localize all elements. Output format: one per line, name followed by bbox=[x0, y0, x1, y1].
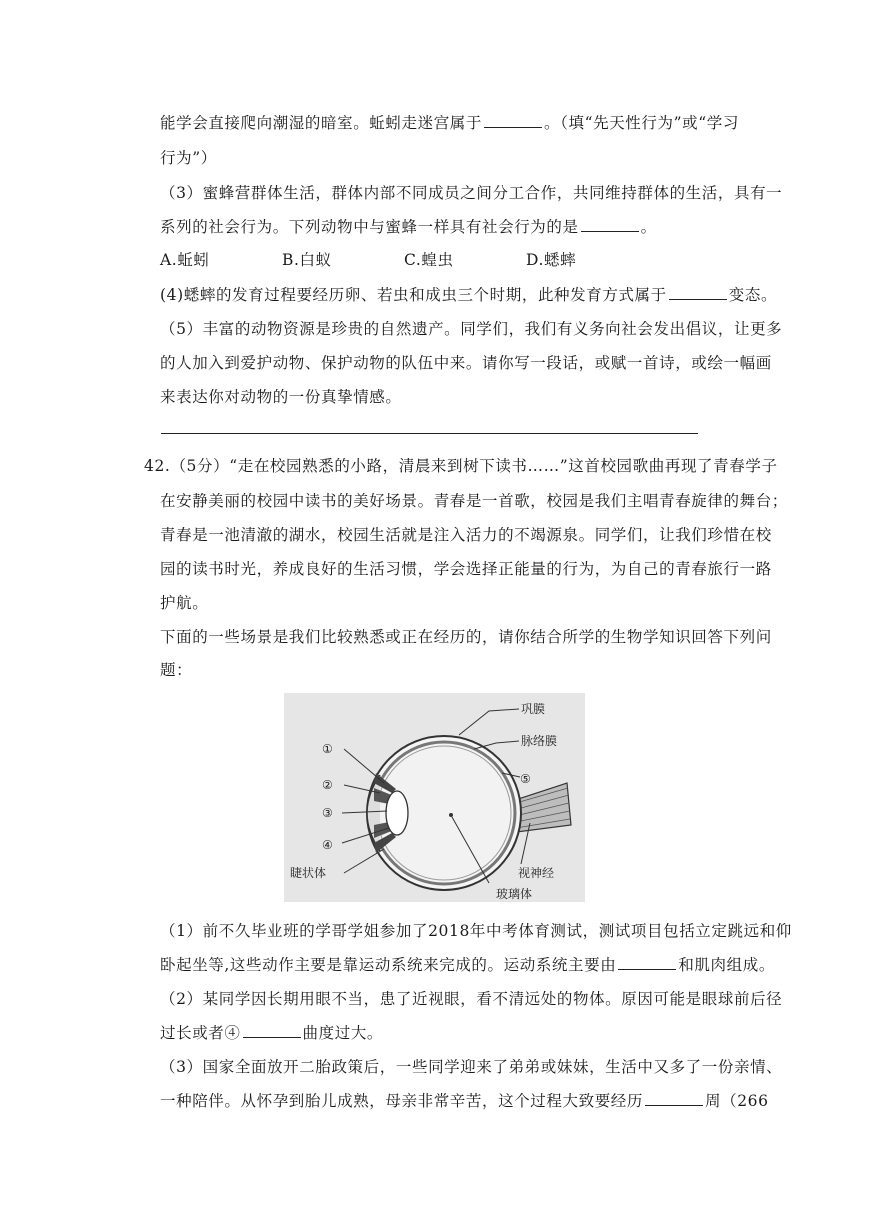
label-4: ④ bbox=[322, 838, 333, 852]
answer-blank[interactable] bbox=[243, 1023, 301, 1038]
q42-line4: 园的读书时光，养成良好的生活习惯，学会选择正能量的行为，为自己的青春旅行一路 bbox=[160, 560, 772, 578]
q42-p1-line1: （1）前不久毕业班的学哥学姐参加了2018年中考体育测试，测试项目包括立定跳远和仰 bbox=[160, 922, 792, 940]
q42-intro2: 题： bbox=[160, 661, 193, 679]
option-c[interactable]: C.蝗虫 bbox=[404, 251, 454, 269]
q41-p5-line2: 的人加入到爱护动物、保护动物的队伍中来。请你写一段话，或赋一首诗，或绘一幅画 bbox=[160, 354, 772, 372]
q41-line1: 能学会直接爬向潮湿的暗室。蚯蚓走迷宫属于 。（填“先天性行为”或“学习 bbox=[160, 114, 739, 132]
q42-line2: 在安静美丽的校园中读书的美好场景。青春是一首歌，校园是我们主唱青春旋律的舞台； bbox=[160, 492, 788, 510]
lens-shape bbox=[386, 791, 408, 835]
leader-1 bbox=[344, 749, 384, 783]
label-optic-nerve: 视神经 bbox=[518, 866, 555, 880]
q41-options bbox=[160, 250, 648, 270]
label-choroid: 脉络膜 bbox=[521, 734, 558, 748]
q42-line3: 青春是一池清澈的湖水，校园生活就是注入活力的不竭源泉。同学们，让我们珍惜在校 bbox=[160, 526, 772, 544]
option-b[interactable]: B.白蚁 bbox=[282, 251, 332, 269]
label-sclera: 巩膜 bbox=[521, 702, 546, 716]
q41-p5-line3: 来表达你对动物的一份真挚情感。 bbox=[160, 388, 402, 406]
cornea-shape bbox=[367, 775, 380, 851]
label-ciliary: 睫状体 bbox=[290, 866, 327, 880]
label-1: ① bbox=[322, 742, 333, 756]
q41-p5-line1: （5）丰富的动物资源是珍贵的自然遗产。同学们，我们有义务向社会发出倡议，让更多 bbox=[160, 320, 783, 338]
eye-diagram bbox=[284, 693, 585, 902]
q42-p2-line2: 过长或者④ 曲度过大。 bbox=[160, 1024, 384, 1042]
q42-line5: 护航。 bbox=[160, 594, 209, 612]
option-d[interactable]: D.蟋蟀 bbox=[526, 251, 577, 269]
answer-blank[interactable] bbox=[618, 955, 676, 970]
label-3: ③ bbox=[322, 806, 333, 820]
q42-line1: 42.（5分）“走在校园熟悉的小路，清晨来到树下读书……”这首校园歌曲再现了青春学子 bbox=[144, 457, 778, 475]
q41-p3-line2: 系列的社会行为。下列动物中与蜜蜂一样具有社会行为的是 。 bbox=[160, 218, 657, 236]
answer-blank[interactable] bbox=[669, 285, 727, 300]
label-vitreous: 玻璃体 bbox=[496, 887, 533, 901]
answer-blank[interactable] bbox=[645, 1091, 703, 1106]
leader-sclera bbox=[459, 709, 519, 735]
q42-p3-line1: （3）国家全面放开二胎政策后，一些同学迎来了弟弟或妹妹，生活中又多了一份亲情、 bbox=[160, 1058, 783, 1076]
q41-p3-line1: （3）蜜蜂营群体生活，群体内部不同成员之间分工合作，共同维持群体的生活，具有一 bbox=[160, 184, 783, 202]
answer-blank[interactable] bbox=[581, 217, 639, 232]
q41-line2: 行为”） bbox=[160, 149, 217, 167]
vitreous-dot bbox=[449, 813, 453, 817]
answer-writing-line[interactable] bbox=[161, 433, 698, 434]
q42-intro1: 下面的一些场景是我们比较熟悉或正在经历的，请你结合所学的生物学知识回答下列问 bbox=[160, 628, 772, 646]
option-a[interactable]: A.蚯蚓 bbox=[160, 251, 210, 269]
q41-p4-line1: (4)蟋蟀的发育过程要经历卵、若虫和成虫三个时期，此种发育方式属于 变态。 bbox=[160, 286, 778, 304]
label-2: ② bbox=[322, 778, 333, 792]
label-5: ⑤ bbox=[520, 772, 531, 786]
answer-blank[interactable] bbox=[484, 113, 542, 128]
leader-ciliary bbox=[344, 849, 384, 873]
q42-p2-line1: （2）某同学因长期用眼不当，患了近视眼，看不清远处的物体。原因可能是眼球前后径 bbox=[160, 990, 783, 1008]
eye-diagram-svg bbox=[284, 693, 585, 902]
q42-p3-line2: 一种陪伴。从怀孕到胎儿成熟，母亲非常辛苦，这个过程大致要经历 周（266 bbox=[160, 1092, 769, 1110]
q42-p1-line2: 卧起坐等,这些动作主要是靠运动系统来完成的。运动系统主要由 和肌肉组成。 bbox=[160, 956, 775, 974]
